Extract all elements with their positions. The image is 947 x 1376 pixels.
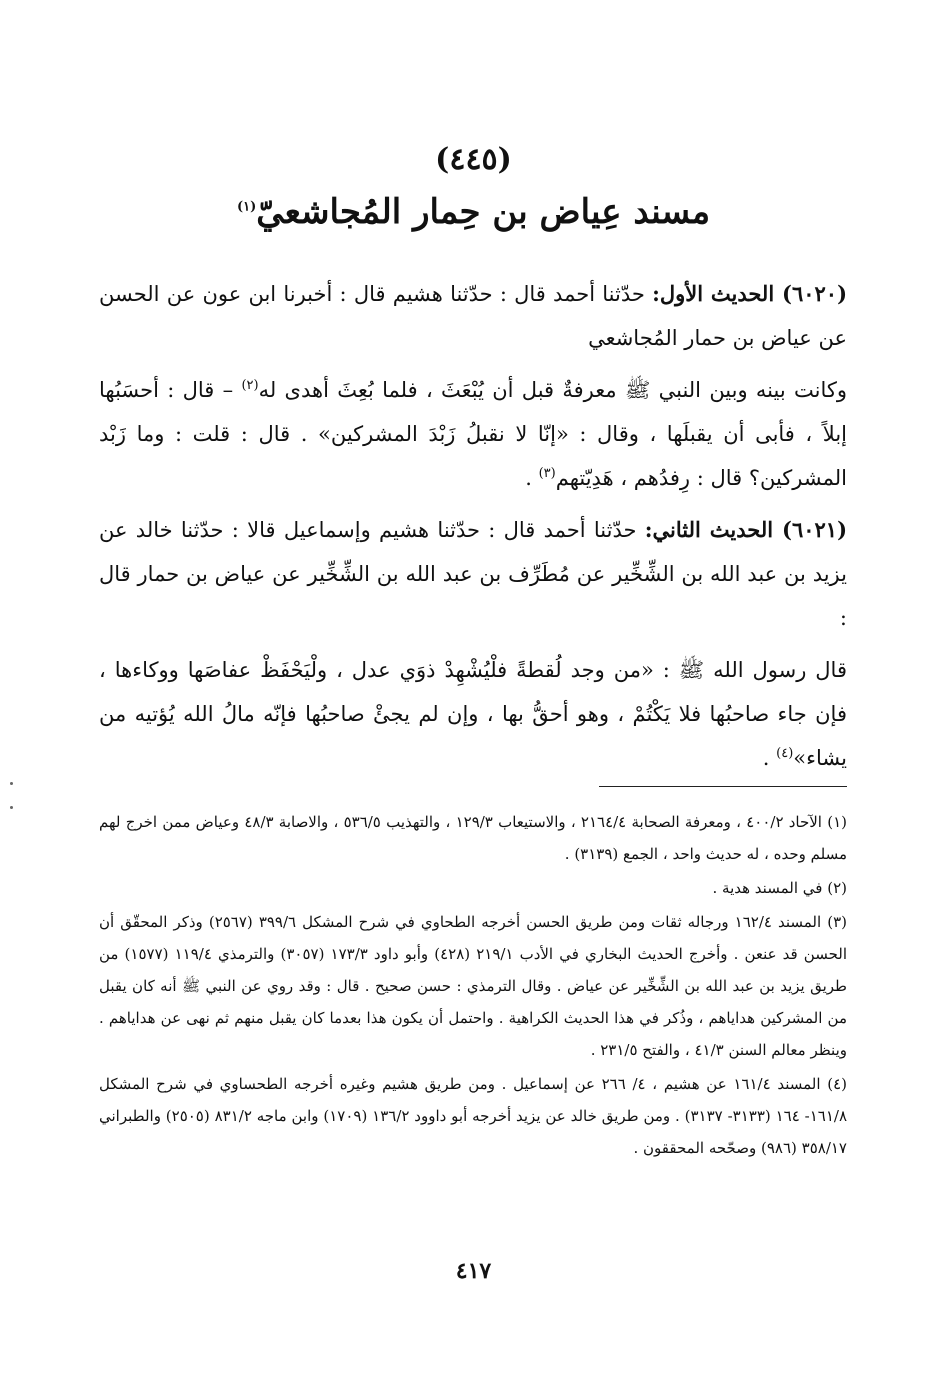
hadith-1-note-ref-b: (٣) bbox=[538, 466, 556, 481]
main-text bbox=[99, 272, 847, 788]
footnotes bbox=[99, 806, 847, 1166]
hadith-1-text-c: . bbox=[525, 466, 539, 490]
footnote-text: الآحاد ٤٠٠/٢ ، ومعرفة الصحابة ٢١٦٤/٤ ، والاستيعاب ١٢٩/٣ ، والتهذيب ٥٣٦/٥ ، والاصابة ٤٨/٣ وعياض ممن اخرج لهم مسلم وحده ، له حديث واحد ، الجمع (٣١٣٩) . bbox=[99, 813, 847, 863]
footnote-text: المسند ١٦١/٤ عن هشيم ، ٤/ ٢٦٦ عن إسماعيل . ومن طريق هشيم وغيره أخرجه الطحساوي في شرح المشكل ١٦١/٨- ١٦٤ (٣١٣٣- ٣١٣٧) . ومن طريق خالد عن يزيد أخرجه أبو داوود ١٣٦/٢ (١٧٠٩) وابن ماجه ٨٣١/٢ (٢٥٠٥) والطبراني ٣٥٨/١٧ (٩٨٦) وصحّحه المحققون . bbox=[99, 1075, 848, 1157]
footnote-text: في المسند هدية . bbox=[712, 879, 823, 897]
chapter-number: (٤٤٥) bbox=[435, 142, 512, 177]
chapter-title-text: مسند عِياض بن حِمار المُجاشعيّ bbox=[256, 192, 711, 232]
hadith-1-text-paragraph bbox=[99, 368, 847, 500]
hadith-2-text-paragraph bbox=[99, 648, 847, 780]
scan-margin-dot bbox=[10, 806, 13, 809]
footnote-text: المسند ١٦٢/٤ ورجاله ثقات ومن طريق الحسن أخرجه الطحاوي في شرح المشكل ٣٩٩/٦ (٢٥٦٧) وذكر المحقّق أن الحسن قد عنعن . وأخرج الحديث البخاري في الأدب ٢١٩/١ (٤٢٨) وأبو داود ١٧٣/٣ (٣٠٥٧) والترمذي ١١٩/٤ (١٥٧٧) من طريق يزيد بن عبد الله بن الشِّخِّير عن عياض . وقال الترمذي : حسن صحيح . قال : وقد روي عن النبي ﷺ أنه كان يقبل من المشركين هداياهم ، وذُكر في هذا الحديث الكراهية . واحتمل أن يكون هذا بعدما كان يقبل منهم ثم نهى عن هداياهم . وينظر معالم السنن ٤١/٣ ، والفتح ٢٣١/٥ . bbox=[99, 913, 848, 1059]
hadith-2-chain-paragraph bbox=[99, 508, 847, 640]
footnote-4 bbox=[99, 1068, 847, 1164]
hadith-1-text-b: – قال : أحسَبُها إبلاً ، فأبى أن يقبلَها ، وقال : «إنّا لا نقبلُ زَبْدَ المشركين» . قال : قلت : وما زَبْد المشركين؟ قال : رِفدُهم ، هَدِيّتهم bbox=[99, 378, 847, 490]
footnote-number: (٤) bbox=[827, 1075, 847, 1093]
footnote-number: (٢) bbox=[827, 879, 847, 897]
hadith-2-text-b: . bbox=[762, 746, 777, 770]
hadith-1-note-ref-a: (٢) bbox=[241, 378, 259, 393]
hadith-2-chain: حدّثنا أحمد قال : حدّثنا هشيم وإسماعيل قالا : حدّثنا خالد عن يزيد بن عبد الله بن الشِّخِّير عن مُطَرِّف بن عبد الله بن الشِّخِّير عن عياض بن حمار قال : bbox=[99, 518, 847, 630]
footnote-1 bbox=[99, 806, 847, 870]
hadith-2-note-ref-a: (٤) bbox=[776, 746, 794, 761]
hadith-2-label: (٦٠٢١) الحديث الثاني: bbox=[644, 517, 847, 542]
footnote-2 bbox=[99, 872, 847, 904]
footnote-number: (١) bbox=[827, 813, 847, 831]
chapter-title-note-ref: (١) bbox=[236, 199, 257, 215]
hadith-1-text-a: وكانت بينه وبين النبي ﷺ معرفةٌ قبل أن يُبْعَثَ ، فلما بُعِثَ أهدى له bbox=[258, 378, 848, 402]
footnote-divider bbox=[599, 786, 847, 787]
page-number: ٤١٧ bbox=[455, 1258, 492, 1284]
scan-margin-dot bbox=[10, 782, 13, 785]
footnote-number: (٣) bbox=[827, 913, 847, 931]
chapter-title bbox=[0, 192, 947, 232]
hadith-1-label: (٦٠٢٠) الحديث الأول: bbox=[652, 281, 847, 306]
footnote-3 bbox=[99, 906, 847, 1066]
hadith-2-text-a: قال رسول الله ﷺ : «من وجد لُقطةً فلْيُشْهِدْ ذوَي عدل ، ولْيَحْفَظْ عفاصَها ووكاءها ، فإن جاء صاحبُها فلا يَكْتُمْ ، وهو أحقُّ بها ، وإن لم يجئْ صاحبُها فإنّه مالُ الله يُؤتيه من يشاء» bbox=[99, 658, 847, 770]
hadith-1-chain: حدّثنا أحمد قال : حدّثنا هشيم قال : أخبرنا ابن عون عن الحسن عن عياض بن حمار المُجاشعي bbox=[99, 282, 847, 350]
hadith-1-chain-paragraph bbox=[99, 272, 847, 360]
